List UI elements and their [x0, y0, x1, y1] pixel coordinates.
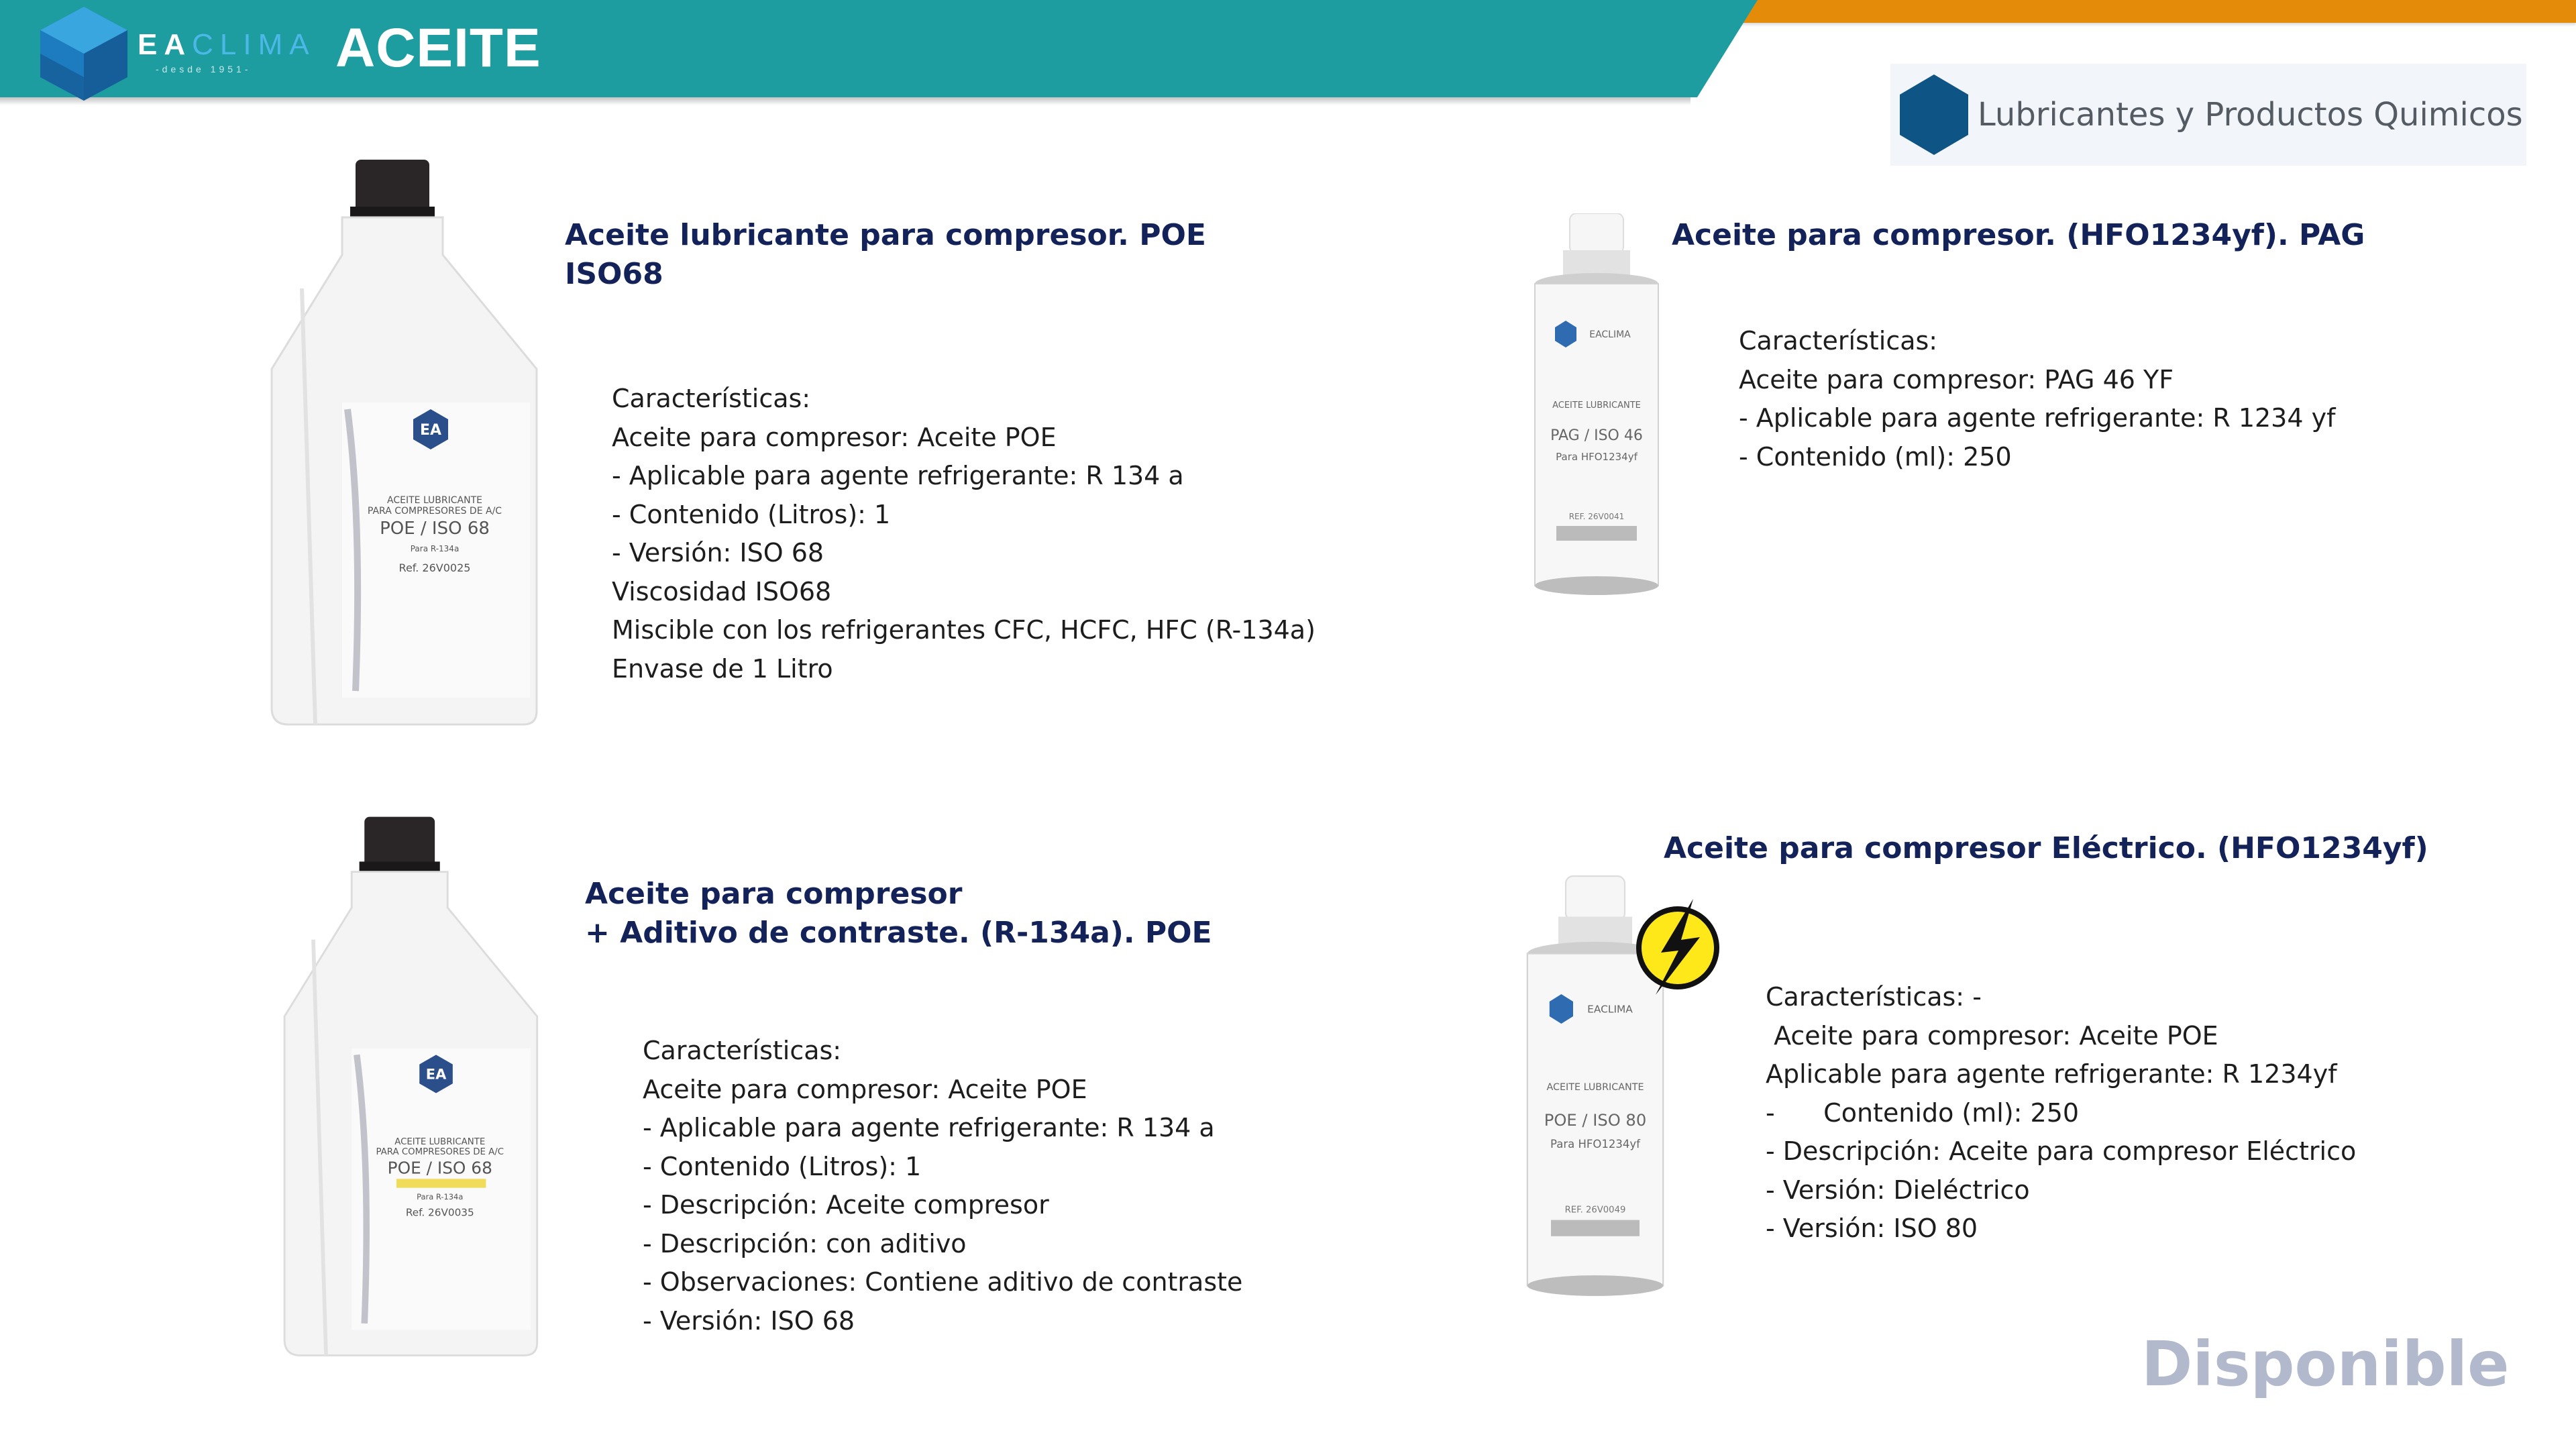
brand-name-clima: CLIMA [192, 28, 316, 61]
product-specs [1766, 978, 2356, 1248]
svg-text:EA: EA [425, 1066, 447, 1083]
svg-text:POE / ISO 68: POE / ISO 68 [387, 1158, 492, 1178]
svg-text:POE / ISO 80: POE / ISO 80 [1544, 1110, 1647, 1130]
product-image-bottle-poe-iso68 [262, 154, 543, 731]
spec-item: Aplicable para agente refrigerante: R 1234yf [1766, 1059, 2337, 1089]
svg-text:Para R-134a: Para R-134a [410, 544, 460, 553]
svg-text:Para HFO1234yf: Para HFO1234yf [1550, 1137, 1640, 1150]
spec-item: Aceite para compresor: Aceite POE [643, 1074, 1087, 1104]
spec-heading: Características: [612, 384, 811, 413]
spec-item: - Contenido (Litros): 1 [612, 499, 891, 529]
product-title-line: + Aditivo de contraste. (R-134a). POE [585, 916, 1212, 950]
product-title [1672, 216, 2365, 255]
category-label: Lubricantes y Productos Quimicos [1978, 96, 2523, 133]
svg-text:Ref. 26V0025: Ref. 26V0025 [398, 561, 471, 574]
svg-text:ACEITE LUBRICANTE: ACEITE LUBRICANTE [1552, 400, 1641, 411]
category-chip [1890, 64, 2526, 166]
spec-item: - Aplicable para agente refrigerante: R 134 a [612, 461, 1184, 490]
product-specs [643, 1032, 1242, 1340]
hexagon-icon [1900, 74, 1968, 155]
spec-heading: Características: - [1766, 982, 1982, 1012]
product-title-line: Aceite lubricante para compresor. POE [565, 218, 1206, 252]
product-title-line: Aceite para compresor Eléctrico. (HFO1234yf) [1664, 831, 2428, 865]
product-image-can-pag-iso46 [1529, 213, 1664, 602]
spec-item: - Descripción: con aditivo [643, 1228, 967, 1258]
svg-text:PARA COMPRESORES DE A/C: PARA COMPRESORES DE A/C [376, 1147, 504, 1158]
svg-text:PAG / ISO 46: PAG / ISO 46 [1550, 427, 1643, 444]
svg-text:PARA COMPRESORES DE A/C: PARA COMPRESORES DE A/C [367, 506, 502, 517]
svg-text:EACLIMA: EACLIMA [1589, 329, 1631, 340]
product-image-bottle-poe-additive [268, 812, 550, 1362]
spec-heading: Características: [643, 1036, 842, 1065]
spec-item: Miscible con los refrigerantes CFC, HCFC, HFC (R-134a) [612, 615, 1316, 645]
spec-item: - Versión: ISO 68 [612, 538, 824, 568]
spec-item: Aceite para compresor: Aceite POE [612, 422, 1057, 452]
spec-item: - Contenido (Litros): 1 [643, 1151, 922, 1181]
svg-text:REF. 26V0041: REF. 26V0041 [1568, 512, 1625, 521]
svg-text:REF. 26V0049: REF. 26V0049 [1564, 1205, 1626, 1216]
spec-item: Aceite para compresor: PAG 46 YF [1739, 364, 2174, 394]
spec-item: - Versión: ISO 68 [643, 1305, 855, 1336]
spec-item: Aceite para compresor: Aceite POE [1766, 1020, 2218, 1051]
spec-item: - Contenido (ml): 250 [1766, 1097, 2080, 1128]
product-title [585, 875, 1212, 953]
availability-status: Disponible [2141, 1328, 2510, 1400]
svg-text:ACEITE LUBRICANTE: ACEITE LUBRICANTE [387, 495, 482, 506]
spec-item: - Aplicable para agente refrigerante: R 1234 yf [1739, 403, 2336, 433]
svg-text:ACEITE LUBRICANTE: ACEITE LUBRICANTE [394, 1136, 486, 1147]
brand-name-ea: EA [138, 28, 193, 61]
svg-text:Para R-134a: Para R-134a [417, 1191, 464, 1201]
svg-text:Ref. 26V0035: Ref. 26V0035 [405, 1206, 474, 1219]
product-specs [1739, 322, 2335, 476]
brand-tagline: -desde 1951- [156, 64, 252, 74]
svg-text:ACEITE LUBRICANTE: ACEITE LUBRICANTE [1546, 1082, 1644, 1093]
spec-item: - Contenido (ml): 250 [1739, 441, 2012, 472]
spec-item: Envase de 1 Litro [612, 653, 833, 684]
svg-text:EACLIMA: EACLIMA [1587, 1003, 1633, 1016]
svg-text:POE / ISO 68: POE / ISO 68 [380, 519, 490, 539]
svg-text:Para HFO1234yf: Para HFO1234yf [1556, 451, 1638, 463]
spec-item: - Descripción: Aceite para compresor Eléctrico [1766, 1136, 2357, 1166]
spec-heading: Características: [1739, 326, 1938, 356]
eaclima-cube-logo-icon [40, 7, 127, 101]
spec-item: - Descripción: Aceite compresor [643, 1190, 1049, 1220]
product-title-line: ISO68 [565, 257, 663, 291]
page-title: ACEITE [335, 17, 541, 78]
spec-item: - Observaciones: Contiene aditivo de contraste [643, 1267, 1243, 1297]
product-title [565, 216, 1206, 294]
header-shadow [0, 97, 1690, 105]
brand-name [138, 28, 316, 62]
svg-text:EA: EA [419, 422, 442, 439]
spec-item: Viscosidad ISO68 [612, 576, 832, 606]
spec-item: - Versión: Dieléctrico [1766, 1175, 2030, 1205]
header-accent-bar [1711, 0, 2576, 23]
lightning-icon [1634, 896, 1721, 996]
product-title-line: Aceite para compresor. (HFO1234yf). PAG [1672, 218, 2365, 252]
spec-item: - Aplicable para agente refrigerante: R 134 a [643, 1113, 1215, 1142]
product-specs [612, 380, 1316, 688]
product-title-line: Aceite para compresor [585, 877, 963, 911]
spec-item: - Versión: ISO 80 [1766, 1214, 1978, 1243]
product-title [1664, 829, 2428, 868]
